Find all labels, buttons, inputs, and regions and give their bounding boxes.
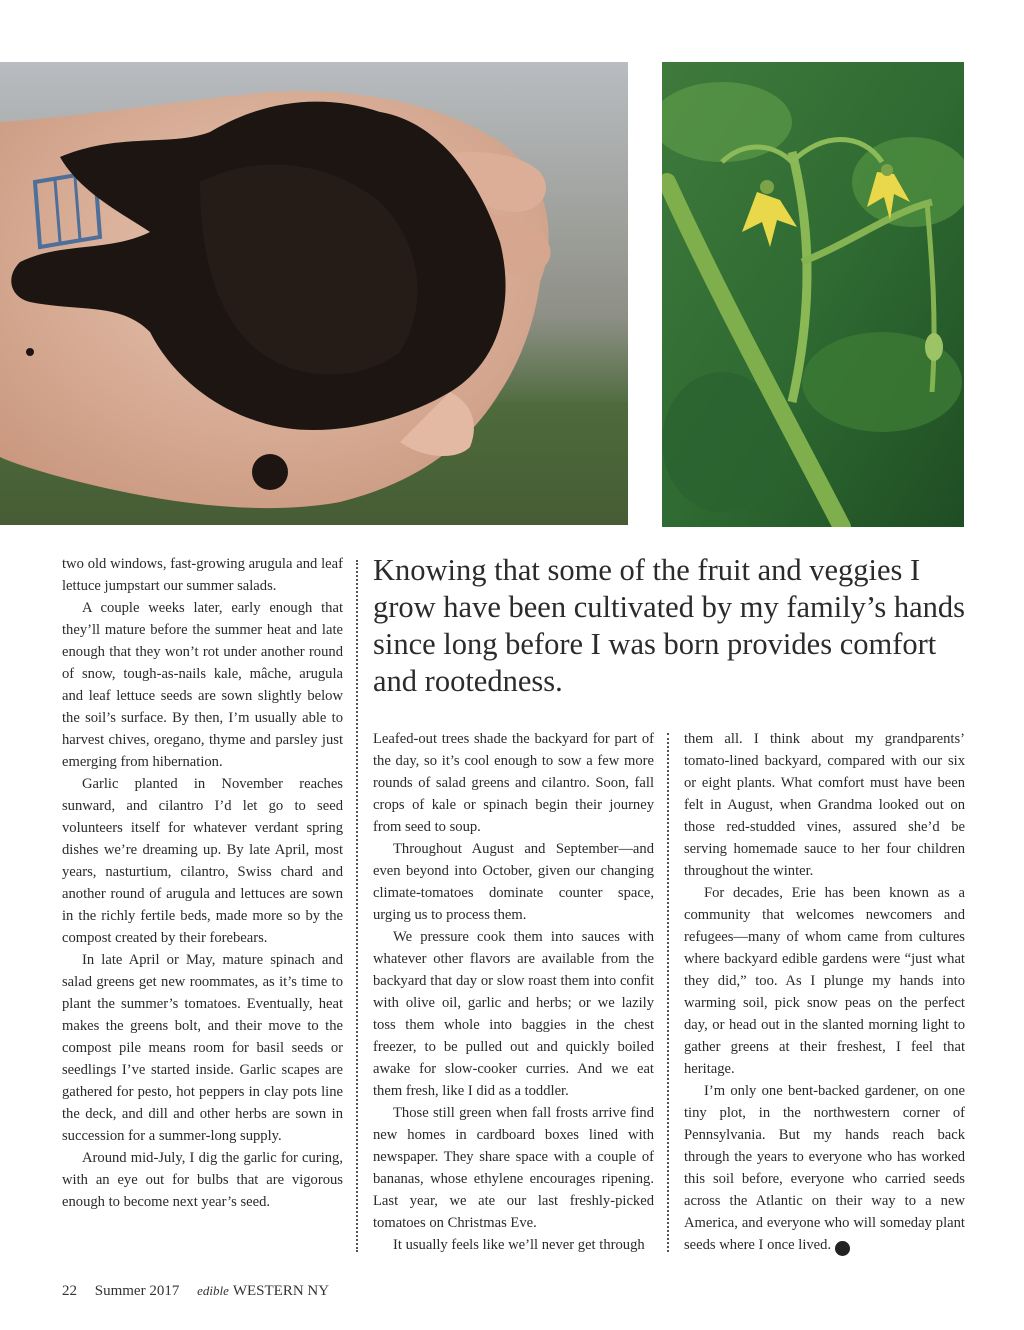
paragraph: A couple weeks later, early enough that they’ll mature before the summer heat and late enough that they won’t rot under another round of snow, tough-as-nails kale, mâche, arugula and leaf lettuce seeds are sown slightly below the soil’s surface. By then, I’m usually able to harvest chives, oregano, thyme and parsley just emerging from hibernation. <box>62 600 343 770</box>
paragraph: It usually feels like we’ll never get through <box>393 1237 645 1253</box>
paragraph: Around mid-July, I dig the garlic for curing, with an eye out for bulbs that are vigorous enough to become next year’s seed. <box>62 1150 343 1210</box>
paragraph <box>684 1080 965 1256</box>
paragraph: We pressure cook them into sauces with whatever other flavors are available from the backyard that day or slow roast them into confit with olive oil, garlic and herbs; or we lazily toss them whole into baggies in the chest freezer, to be pulled out and quickly boiled awake for slow-cooker curries. And we eat them fresh, like I did as a toddler. <box>373 929 654 1099</box>
paragraph: Those still green when fall frosts arrive find new homes in cardboard boxes lined with newspaper. They share space with a couple of bananas, whose ethylene encourages ripening. Last year, we ate our last freshly-picked tomatoes on Christmas Eve. <box>373 1105 654 1231</box>
paragraph: Garlic planted in November reaches sunward, and cilantro I’d let go to seed volunteers itself for whatever verdant spring dishes we’re dreaming up. By late April, most years, nasturtium, cilantro, Swiss chard and another round of arugula and lettuces are sown in the richly fertile beds, made more so by the compost created by their forebears. <box>62 776 343 946</box>
body-column-right <box>684 728 965 1256</box>
brand-name: WESTERN NY <box>232 1283 330 1299</box>
end-mark-icon: e <box>835 1241 850 1256</box>
body-column-left <box>62 553 343 1213</box>
pull-quote: Knowing that some of the fruit and veggies I grow have been cultivated by my family’s hands since long before I was born provides comfort and rootedness. <box>373 553 966 698</box>
column-divider <box>356 560 358 1252</box>
issue-label: Summer 2017 <box>94 1283 180 1299</box>
column-divider <box>667 733 669 1252</box>
paragraph: two old windows, fast-growing arugula and leaf lettuce jumpstart our summer salads. <box>62 556 343 594</box>
page-number: 22 <box>62 1283 77 1299</box>
compost-hands-photo <box>0 62 628 525</box>
body-column-middle <box>373 728 654 1256</box>
magazine-brand <box>197 1283 343 1299</box>
brand-prefix: edible <box>197 1283 229 1298</box>
paragraph: them all. I think about my grandparents’ tomato-lined backyard, compared with our six or eight plants. What comfort must have been felt in August, when Grandma looked out on those red-studded vines, assured she’d be serving homemade sauce to her four children throughout the winter. <box>684 731 965 879</box>
paragraph: For decades, Erie has been known as a community that welcomes newcomers and refugees—many of whom came from cultures where backyard edible gardens were “just what they did,” too. As I plunge my hands into warming soil, pick snow peas on the perfect day, or head out in the slanted morning light to gather greens at their freshest, I feel that heritage. <box>684 885 965 1077</box>
paragraph: Throughout August and September—and even beyond into October, given our changing climate-tomatoes dominate counter space, urging us to process them. <box>373 841 654 923</box>
paragraph: Leafed-out trees shade the backyard for part of the day, so it’s cool enough to sow a few more rounds of salad greens and cilantro. Soon, fall crops of kale or spinach begin their journey from seed to soup. <box>373 731 654 835</box>
page-footer <box>62 1283 357 1300</box>
tomato-plant-photo <box>662 62 964 527</box>
paragraph: In late April or May, mature spinach and salad greens get new roommates, as it’s time to plant the summer’s tomatoes. Eventually, heat makes the greens bolt, and their move to the compost pile means room for basil seeds or seedlings I’ve started inside. Garlic scapes are gathered for pesto, hot peppers in clay pots line the deck, and dill and other herbs are sown in succession for a summer-long supply. <box>62 952 343 1144</box>
paragraph-text: I’m only one bent-backed gardener, on one tiny plot, in the northwestern corner of Pennsylvania. But my hands reach back through the years to everyone who has worked this soil before, everyone who carried seeds across the Atlantic on their way to a new America, and everyone who will someday plant seeds where I once lived. <box>684 1083 965 1253</box>
